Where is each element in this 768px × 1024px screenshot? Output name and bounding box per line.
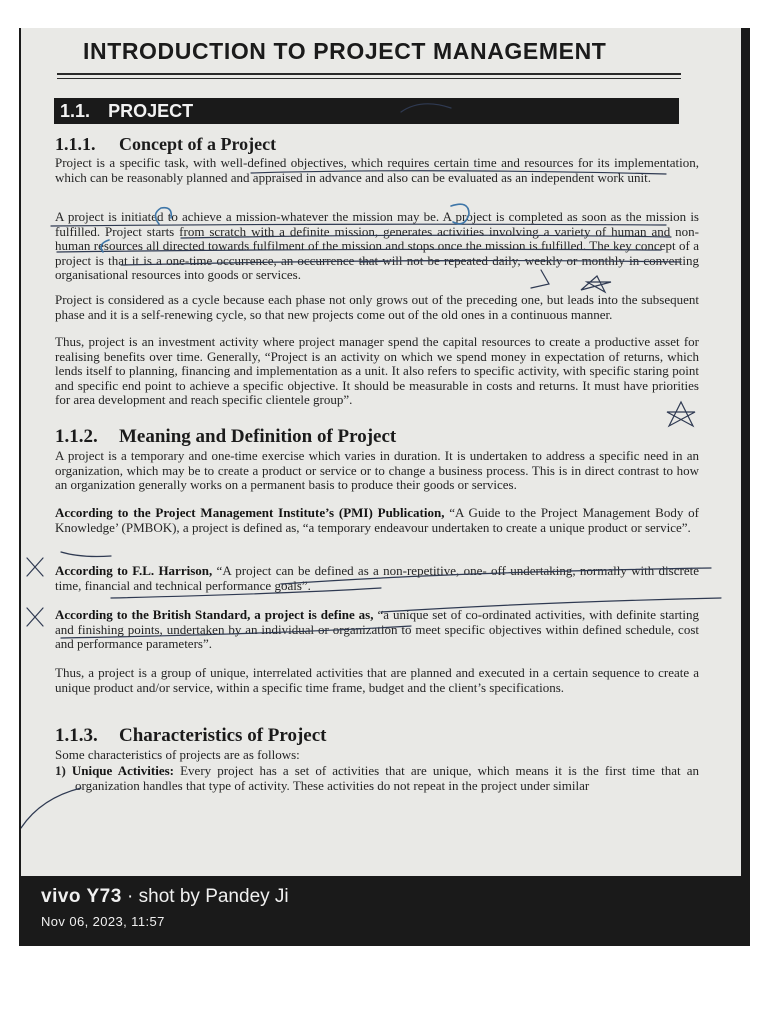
section-title: PROJECT bbox=[108, 101, 194, 121]
list-item-lead: Unique Activities: bbox=[71, 763, 175, 778]
subsection-number: 1.1.3. bbox=[55, 725, 98, 746]
watermark-line bbox=[41, 886, 289, 908]
definition-source: According to F.L. Harrison, bbox=[55, 563, 213, 578]
subsection-heading-concept bbox=[55, 134, 276, 155]
subsection-number: 1.1.2. bbox=[55, 426, 98, 447]
book-page bbox=[21, 28, 741, 876]
list-item-text: Every project has a set of activities that are unique, which means it is the first time that an organization handles that type of activity. These activities do not repeat in the project under similar bbox=[75, 763, 699, 793]
definition-pmi bbox=[55, 506, 699, 535]
subsection-number: 1.1.1. bbox=[55, 134, 96, 154]
title-rule-bottom bbox=[57, 78, 681, 79]
photo-frame bbox=[19, 28, 750, 946]
paragraph: Project is considered as a cycle because each phase not only grows out of the preceding one, but leads into the subsequent phase and it is a self-renewing cycle, so that new projects come out of the old ones in a continuous manner. bbox=[55, 292, 699, 322]
x-mark bbox=[27, 558, 43, 576]
watermark-separator: · bbox=[127, 886, 134, 907]
definition-source: According to the Project Management Institute’s (PMI) Publication, bbox=[55, 505, 445, 520]
watermark-datetime: Nov 06, 2023, 11:57 bbox=[41, 914, 165, 929]
definition-source: According to the British Standard, a project is define as, bbox=[55, 607, 374, 622]
watermark-brand: vivo Y73 bbox=[41, 886, 122, 907]
subsection-heading-meaning bbox=[55, 426, 396, 448]
definition-text: “A Guide to the Project Management Body of Knowledge’ (PMBOK), a project is defined as, “a temporary endeavour undertaken to create a unique product or service”. bbox=[55, 505, 699, 535]
paragraph: Thus, a project is a group of unique, interrelated activities that are planned and executed in a certain sequence to create a unique product and/or service, within a specific time frame, budget and the client’s specifications. bbox=[55, 665, 699, 695]
paragraph: A project is initiated to achieve a mission-whatever the mission may be. A project is completed as soon as the mission is fulfilled. Project starts from scratch with a definite mission, generates activities involving a variety of human and non-human resources all directed towards fulfilment of the mission and stops once the mission is fulfilled. The key concept of a project is that it is a one-time occurrence, an occurrence that will not be repeated daily, weekly or monthly in converting organisational resources into goods or services. bbox=[55, 209, 699, 282]
list-item-number: 1) bbox=[55, 763, 66, 778]
definition-british-standard bbox=[55, 608, 699, 652]
definition-text: “A project can be defined as a non-repetitive, one- off undertaking, normally with discrete time, financial and technical performance goals”. bbox=[55, 563, 699, 593]
paragraph: Thus, project is an investment activity where project manager spend the capital resources to create a productive asset for realising benefits over time. Generally, “Project is an activity on which we spend money in expectation of returns, which lends itself to planning, financing and implementation as a unit. It also refers to specific activity, with specific staring point and specific end point to achieve a specific objective. It should be measurable in costs and returns. It must have priorities for area development and reach specific clientele group”. bbox=[55, 334, 699, 407]
list-item bbox=[55, 764, 699, 793]
watermark-credit: shot by Pandey Ji bbox=[138, 886, 289, 907]
paragraph: Some characteristics of projects are as follows: bbox=[55, 747, 300, 762]
paragraph: A project is a temporary and one-time exercise which varies in duration. It is undertaken to address a specific need in an organization, which may be to create a product or service or to change a business process. This is in direct contrast to how an organization generally works on a permanent basis to produce their goods or services. bbox=[55, 448, 699, 492]
definition-harrison bbox=[55, 564, 699, 593]
camera-watermark bbox=[41, 886, 289, 929]
definition-text: “a unique set of co-ordinated activities, with definite starting and finishing points, undertaken by an individual or organization to meet specific objectives within defined schedule, cost and performance parameters”. bbox=[55, 607, 699, 651]
curve-mark bbox=[21, 788, 81, 828]
paragraph: Project is a specific task, with well-defined objectives, which requires certain time and resources for its implementation, which can be reasonably planned and appraised in advance and also can be evaluated as an independent work unit. bbox=[55, 155, 699, 185]
subsection-title: Characteristics of Project bbox=[119, 725, 327, 746]
section-number: 1.1. bbox=[60, 101, 91, 121]
title-rule-top bbox=[57, 73, 681, 75]
subsection-title: Concept of a Project bbox=[119, 134, 277, 154]
underline-mark bbox=[61, 552, 111, 557]
x-mark bbox=[27, 608, 43, 626]
subsection-heading-characteristics bbox=[55, 725, 327, 747]
subsection-title: Meaning and Definition of Project bbox=[119, 426, 397, 447]
chapter-title: INTRODUCTION TO PROJECT MANAGEMENT bbox=[83, 38, 607, 64]
section-heading-bar bbox=[54, 98, 679, 124]
